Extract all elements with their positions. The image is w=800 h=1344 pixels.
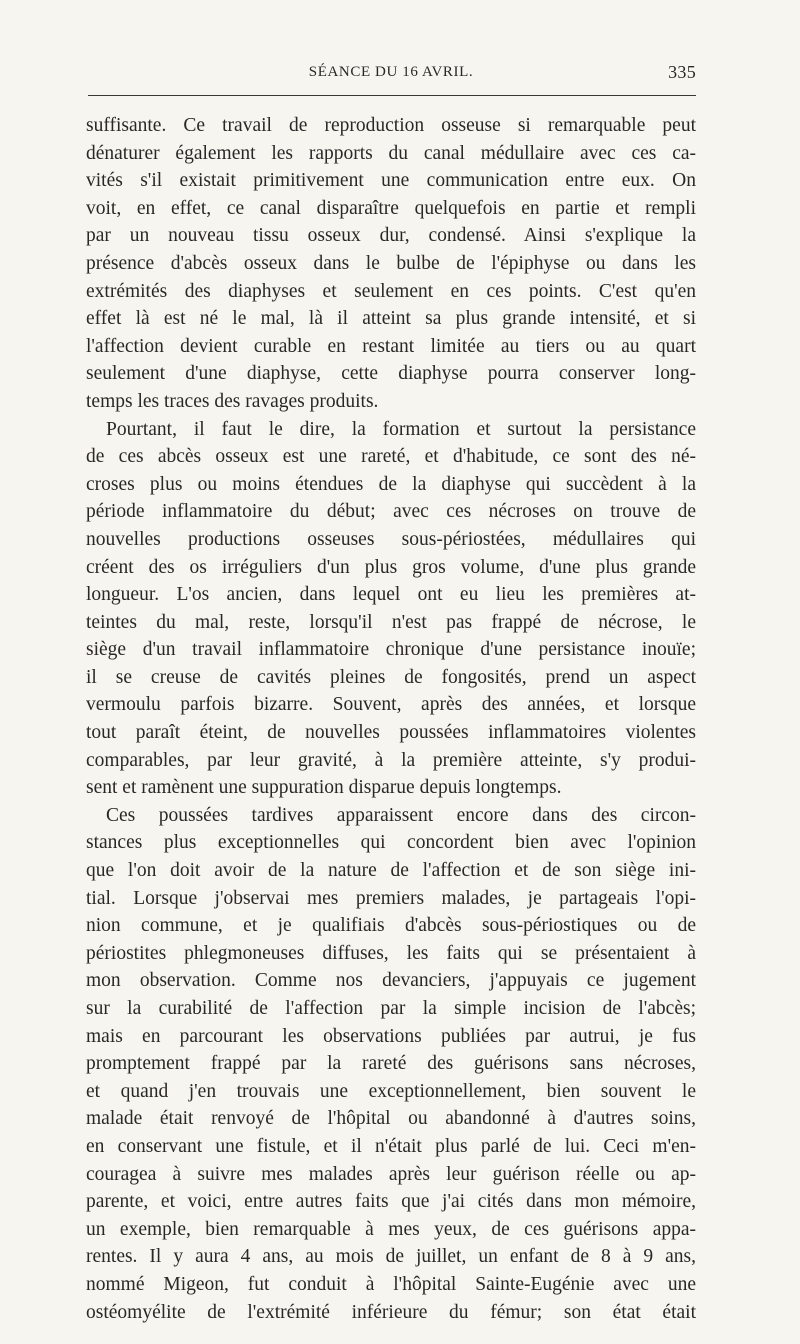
- text-line: mon observation. Comme nos devanciers, j'appuyais ce jugement: [86, 970, 696, 992]
- text-line: rentes. Il y aura 4 ans, au mois de juillet, un enfant de 8 à 9 ans,: [86, 1246, 696, 1268]
- text-line: teintes du mal, reste, lorsqu'il n'est pas frappé de nécrose, le: [86, 611, 696, 633]
- page-number: 335: [668, 62, 696, 82]
- text-line: stances plus exceptionnelles qui concordent bien avec l'opinion: [86, 832, 696, 854]
- text-line: extrémités des diaphyses et seulement en ces points. C'est qu'en: [86, 280, 696, 302]
- text-line: l'affection devient curable en restant limitée au tiers ou au quart: [86, 335, 696, 357]
- text-line: nouvelles productions osseuses sous-périostées, médullaires qui: [86, 528, 696, 550]
- text-line: suffisante. Ce travail de reproduction osseuse si remarquable peut: [86, 115, 696, 136]
- text-line: siège d'un travail inflammatoire chronique d'une persistance inouïe;: [86, 639, 696, 661]
- text-line: couragea à suivre mes malades après leur guérison réelle ou ap-: [86, 1163, 696, 1185]
- text-line: dénaturer également les rapports du canal médullaire avec ces ca-: [86, 142, 696, 164]
- paragraph-end-line: temps les traces des ravages produits.: [86, 390, 379, 412]
- text-line: par un nouveau tissu osseux dur, condensé. Ainsi s'explique la: [86, 225, 696, 247]
- text-line: de ces abcès osseux est une rareté, et d'habitude, ce sont des né-: [86, 446, 696, 468]
- text-line: seulement d'une diaphyse, cette diaphyse pourra conserver long-: [86, 363, 696, 385]
- text-line: vités s'il existait primitivement une communication entre eux. On: [86, 170, 696, 192]
- text-line: voit, en effet, ce canal disparaître quelquefois en partie et rempli: [86, 197, 696, 219]
- text-line: en conservant une fistule, et il n'était plus parlé de lui. Ceci m'en-: [86, 1135, 696, 1157]
- text-line: mais en parcourant les observations publiées par autrui, je fus: [86, 1025, 696, 1047]
- text-line: parente, et voici, entre autres faits que j'ai cités dans mon mémoire,: [86, 1191, 696, 1213]
- running-head: [86, 62, 696, 86]
- text-line: sur la curabilité de l'affection par la simple incision de l'abcès;: [86, 998, 696, 1019]
- header-rule: [88, 95, 696, 96]
- text-line: malade était renvoyé de l'hôpital ou abandonné à d'autres soins,: [86, 1108, 696, 1130]
- text-line: vermoulu parfois bizarre. Souvent, après des années, et lorsque: [86, 694, 696, 716]
- text-line: ostéomyélite de l'extrémité inférieure du fémur; son état était: [86, 1301, 696, 1323]
- text-line: tial. Lorsque j'observai mes premiers malades, je partageais l'opi-: [86, 887, 696, 909]
- text-line: effet là est né le mal, là il atteint sa plus grande intensité, et si: [86, 308, 696, 330]
- text-line: tout paraît éteint, de nouvelles poussées inflammatoires violentes: [86, 722, 696, 744]
- text-line: nommé Migeon, fut conduit à l'hôpital Sainte-Eugénie avec une: [86, 1273, 696, 1295]
- text-line: un exemple, bien remarquable à mes yeux, de ces guérisons appa-: [86, 1218, 696, 1240]
- paragraph-start-line: Ces poussées tardives apparaissent encore dans des circon-: [106, 804, 696, 826]
- paragraph-start-line: Pourtant, il faut le dire, la formation et surtout la persistance: [106, 418, 696, 440]
- text-line: présence d'abcès osseux dans le bulbe de l'épiphyse ou dans les: [86, 252, 696, 274]
- text-line: il se creuse de cavités pleines de fongosités, prend un aspect: [86, 666, 696, 688]
- text-line: périostites phlegmoneuses diffuses, les faits qui se présentaient à: [86, 942, 696, 964]
- paragraph-end-line: sent et ramènent une suppuration disparue depuis longtemps.: [86, 777, 562, 799]
- body-text: [86, 112, 696, 1326]
- text-line: promptement frappé par la rareté des guérisons sans nécroses,: [86, 1053, 696, 1075]
- text-line: période inflammatoire du début; avec ces nécroses on trouve de: [86, 501, 696, 523]
- text-line: nion commune, et je qualifiais d'abcès sous-périostiques ou de: [86, 915, 696, 937]
- text-line: comparables, par leur gravité, à la première atteinte, s'y produi-: [86, 749, 696, 771]
- text-line: créent des os irréguliers d'un plus gros volume, d'une plus grande: [86, 556, 696, 578]
- text-line: longueur. L'os ancien, dans lequel ont eu lieu les premières at-: [86, 584, 696, 606]
- text-line: que l'on doit avoir de la nature de l'affection et de son siège ini-: [86, 860, 696, 882]
- text-line: croses plus ou moins étendues de la diaphyse qui succèdent à la: [86, 473, 696, 495]
- text-line: et quand j'en trouvais une exceptionnellement, bien souvent le: [86, 1080, 696, 1102]
- running-title: SÉANCE DU 16 AVRIL.: [308, 64, 474, 80]
